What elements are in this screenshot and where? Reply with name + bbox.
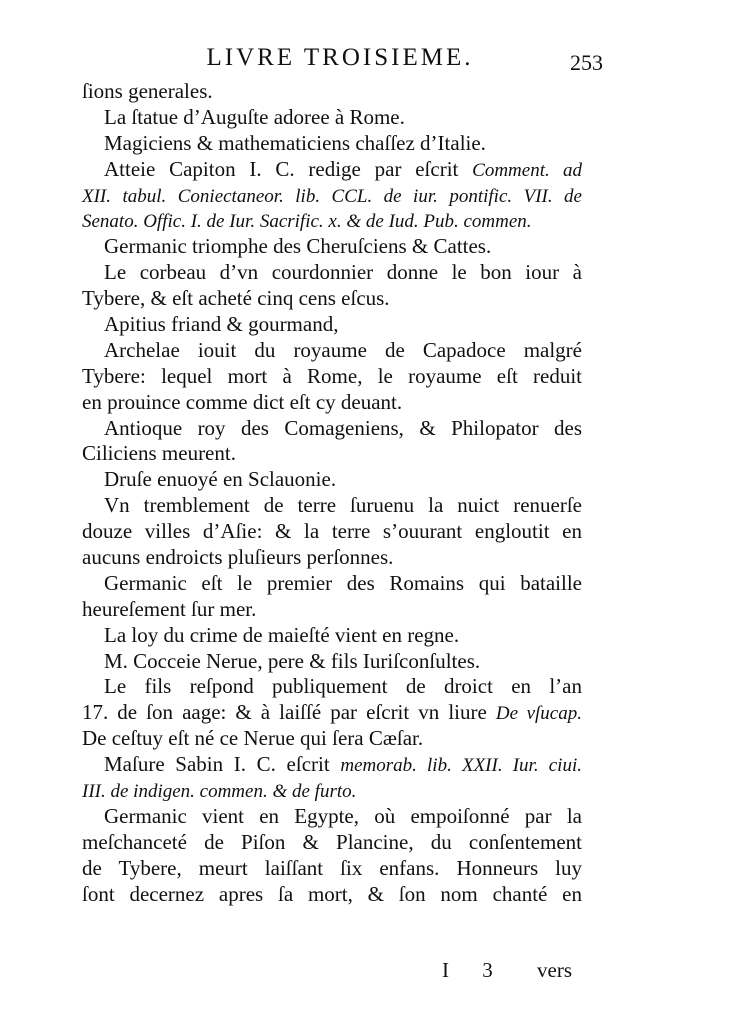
text-line — [82, 700, 582, 726]
text-line — [82, 338, 582, 364]
text-line — [82, 79, 582, 105]
catchword: vers — [537, 958, 572, 982]
italic-citation: De vſucap. — [495, 703, 582, 725]
text-line — [82, 674, 582, 700]
text-segment: Tybere, & eſt acheté cinq cens eſcus. — [82, 286, 390, 311]
text-segment: en prouince comme dict eſt cy deuant. — [82, 389, 403, 414]
text-line — [82, 597, 582, 623]
text-segment: Apitius friand & gourmand, — [104, 312, 339, 337]
text-line — [82, 131, 582, 157]
text-line — [82, 519, 582, 545]
text-segment: Germanic eſt le premier des Romains qui bataille — [104, 570, 582, 595]
text-line — [82, 882, 582, 908]
text-line — [82, 467, 582, 493]
text-segment: meſchanceté de Piſon & Plancine, du conſentement — [82, 829, 582, 854]
text-line — [82, 286, 582, 312]
text-line — [82, 105, 582, 131]
italic-citation: memorab. lib. XXII. Iur. ciui. — [340, 755, 582, 777]
italic-citation: XII. tabul. Coniectaneor. lib. CCL. de iur. pontific. VII. de — [82, 185, 582, 207]
text-line — [82, 804, 582, 830]
text-segment: La loy du crime de maieſté vient en regne. — [104, 622, 460, 647]
text-segment: Antioque roy des Comageniens, & Philopator des — [104, 415, 582, 440]
text-segment: Germanic triomphe des Cheruſciens & Cattes. — [104, 234, 492, 259]
signature-mark: I 3 — [442, 958, 507, 982]
italic-citation: Comment. ad — [472, 159, 583, 181]
text-line — [82, 778, 582, 804]
text-line — [82, 649, 582, 675]
text-segment: De ceſtuy eſt né ce Nerue qui ſera Cæſar. — [82, 726, 424, 751]
text-line — [82, 623, 582, 649]
text-line — [82, 571, 582, 597]
text-line — [82, 390, 582, 416]
italic-citation: III. de indigen. commen. & de furto. — [82, 781, 357, 803]
text-segment: Maſure Sabin I. C. eſcrit — [104, 752, 341, 777]
text-line — [82, 183, 582, 209]
text-segment: ſions generales. — [82, 79, 213, 103]
text-line — [82, 830, 582, 856]
text-segment: heureſement ſur mer. — [82, 596, 257, 621]
text-segment: ſont decernez apres ſa mort, & ſon nom chanté en — [82, 881, 582, 906]
text-line — [82, 260, 582, 286]
text-segment: aucuns endroicts pluſieurs perſonnes. — [82, 545, 394, 570]
text-segment: Le corbeau d’vn courdonnier donne le bon iour à — [104, 260, 582, 285]
page-footer — [82, 958, 582, 988]
text-segment: Druſe enuoyé en Sclauonie. — [104, 467, 337, 492]
text-line — [82, 416, 582, 442]
text-segment: Germanic vient en Egypte, où empoiſonné par la — [104, 803, 582, 828]
text-line — [82, 364, 582, 390]
text-segment: de Tybere, meurt laiſſant ſix enfans. Honneurs luy — [82, 855, 582, 880]
text-segment: Magiciens & mathematiciens chaſſez d’Italie. — [104, 130, 486, 155]
text-line — [82, 493, 582, 519]
text-segment: Vn tremblement de terre ſuruenu la nuict renuerſe — [104, 493, 582, 518]
text-line — [82, 312, 582, 338]
text-line — [82, 208, 582, 234]
text-line — [82, 726, 582, 752]
text-line — [82, 441, 582, 467]
text-segment: 17. de ſon aage: & à laiſſé par eſcrit vn liure — [82, 700, 496, 725]
text-segment: Tybere: lequel mort à Rome, le royaume eſt reduit — [82, 363, 582, 388]
text-line — [82, 545, 582, 571]
italic-citation: Senato. Offic. I. de Iur. Sacrific. x. & de Iud. Pub. commen. — [82, 211, 532, 233]
text-segment: La ſtatue d’Auguſte adoree à Rome. — [104, 104, 405, 129]
page-number: 253 — [570, 50, 603, 75]
text-segment: M. Cocceie Nerue, pere & fils Iuriſconſultes. — [104, 648, 481, 673]
text-segment: douze villes d’Aſie: & la terre s’ouurant engloutit en — [82, 519, 582, 544]
text-line — [82, 856, 582, 882]
text-segment: Archelae iouit du royaume de Capadoce malgré — [104, 337, 582, 362]
text-line — [82, 752, 582, 778]
text-segment: Le fils reſpond publiquement de droict en l’an — [104, 674, 582, 699]
running-head: LIVRE TROISIEME. — [206, 44, 474, 71]
text-line — [82, 234, 582, 260]
body-text — [82, 79, 582, 908]
text-segment: Ciliciens meurent. — [82, 441, 236, 466]
text-segment: Atteie Capiton I. C. redige par eſcrit — [104, 156, 473, 181]
text-line — [82, 157, 582, 183]
